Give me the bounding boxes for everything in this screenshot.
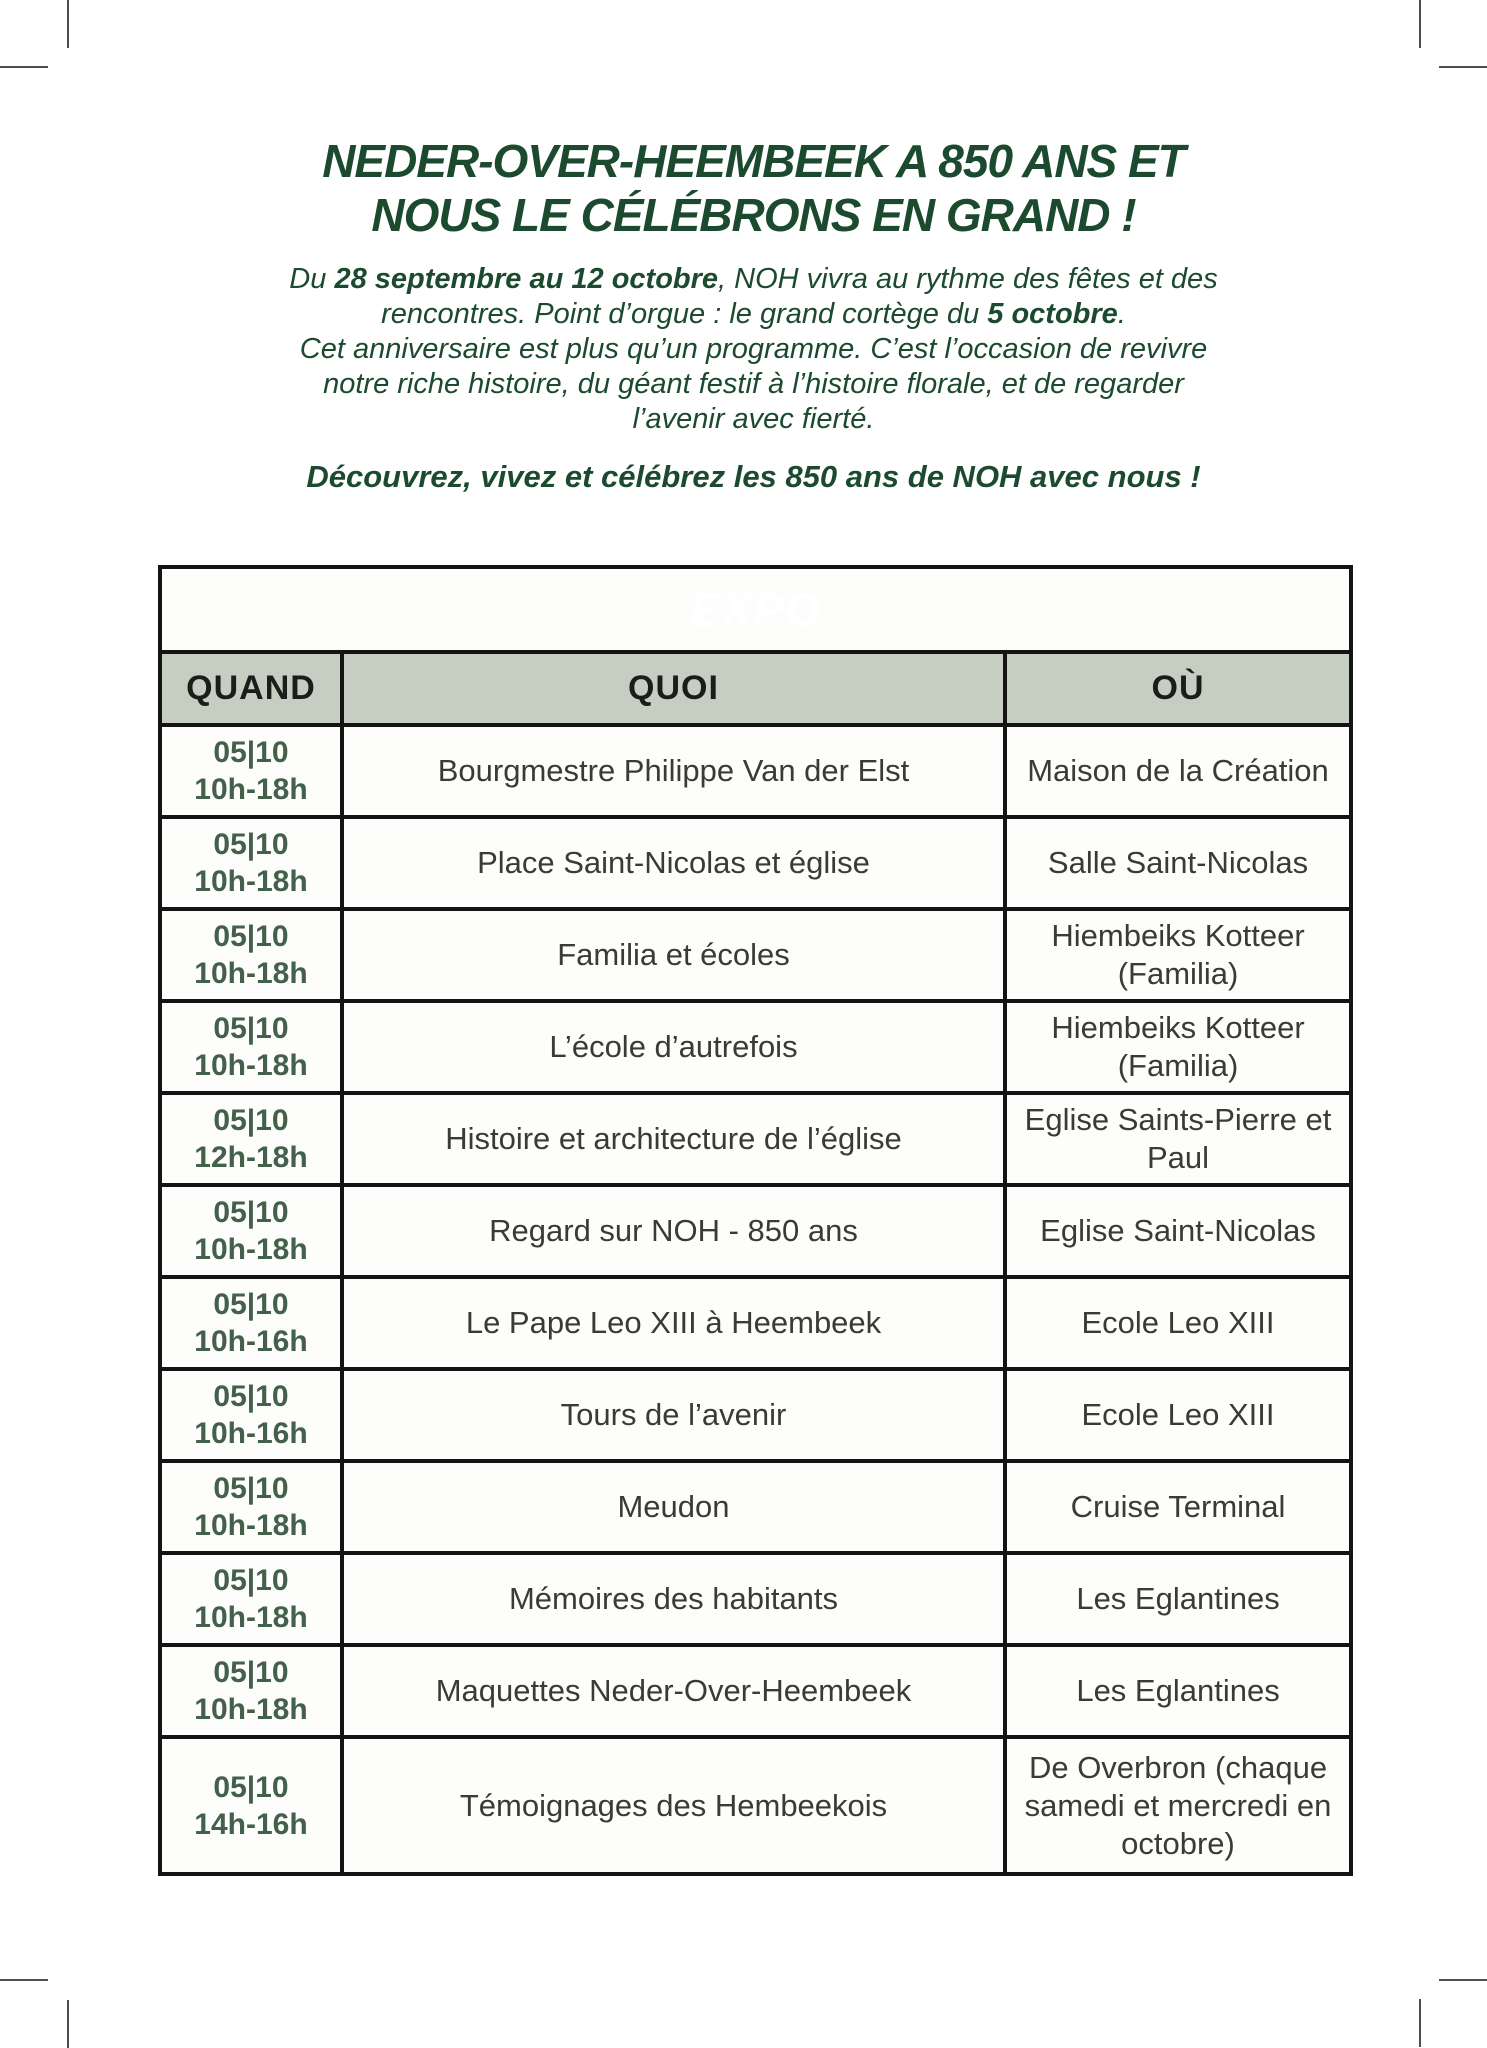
cell-quand [160,1369,342,1461]
event-time: 10h-18h [194,865,308,898]
table-row [160,817,1351,909]
table-row [160,1369,1351,1461]
event-date: 05|10 [213,1380,289,1413]
event-date: 05|10 [213,1472,289,1505]
intro-text: rencontres. Point d’orgue : le grand cortège du [381,298,988,330]
table-row [160,1093,1351,1185]
event-time: 10h-18h [194,1601,308,1634]
crop-mark-top-left-horizontal [0,66,48,68]
cell-quoi: Histoire et architecture de l’église [342,1093,1005,1185]
column-header-quoi: QUOI [342,652,1005,725]
table-row [160,1001,1351,1093]
table-header-row [160,652,1351,725]
expo-table [158,565,1353,1876]
event-date: 05|10 [213,1196,289,1229]
table-row [160,1553,1351,1645]
cell-quand [160,1093,342,1185]
event-date: 05|10 [213,736,289,769]
table-row [160,1185,1351,1277]
event-time: 10h-18h [194,1233,308,1266]
table-row [160,1645,1351,1737]
event-time: 10h-18h [194,957,308,990]
crop-mark-bottom-left-vertical [67,2000,69,2048]
cell-quand [160,1277,342,1369]
column-header-quand: QUAND [160,652,342,725]
cell-quand [160,1001,342,1093]
cell-quoi: Le Pape Leo XIII à Heembeek [342,1277,1005,1369]
table-row [160,1737,1351,1874]
crop-mark-bottom-left-horizontal [0,1979,48,1981]
cell-ou: Hiembeiks Kotteer (Familia) [1005,1001,1351,1093]
event-time: 14h-16h [194,1807,308,1841]
event-time: 12h-18h [194,1141,308,1174]
event-date: 05|10 [213,920,289,953]
table-row [160,725,1351,817]
crop-mark-top-left-vertical [67,0,69,48]
event-date: 05|10 [213,828,289,861]
page-title-line2: NOUS LE CÉLÉBRONS EN GRAND ! [371,189,1136,241]
cell-ou: Ecole Leo XIII [1005,1277,1351,1369]
cell-quoi: Place Saint-Nicolas et église [342,817,1005,909]
cell-quoi: Maquettes Neder-Over-Heembeek [342,1645,1005,1737]
event-time: 10h-16h [194,1417,308,1450]
expo-banner-title: EXPO [160,567,1351,652]
expo-banner-row [160,567,1351,652]
cell-ou: Salle Saint-Nicolas [1005,817,1351,909]
event-time: 10h-18h [194,1693,308,1726]
intro-line-4: notre riche histoire, du géant festif à l’histoire florale, et de regarder [323,368,1184,400]
cell-quoi: Bourgmestre Philippe Van der Elst [342,725,1005,817]
cell-ou: Ecole Leo XIII [1005,1369,1351,1461]
cell-quand [160,817,342,909]
event-time: 10h-18h [194,1509,308,1542]
cell-ou: Eglise Saints-Pierre et Paul [1005,1093,1351,1185]
column-header-ou: OÙ [1005,652,1351,725]
event-date: 05|10 [213,1770,289,1804]
event-time: 10h-18h [194,1049,308,1082]
event-date: 05|10 [213,1288,289,1321]
crop-mark-bottom-right-vertical [1419,1999,1421,2047]
cell-quoi: Regard sur NOH - 850 ans [342,1185,1005,1277]
cell-quoi: Mémoires des habitants [342,1553,1005,1645]
cell-quoi: L’école d’autrefois [342,1001,1005,1093]
cell-quand [160,1645,342,1737]
intro-paragraph [158,262,1349,437]
intro-bold-dates: 28 septembre au 12 octobre [334,263,719,295]
crop-mark-top-right-horizontal [1439,66,1487,68]
intro-line-3: Cet anniversaire est plus qu’un programme. C’est l’occasion de revivre [299,333,1208,365]
intro-text: Du [289,263,335,295]
cell-ou: Hiembeiks Kotteer (Familia) [1005,909,1351,1001]
event-date: 05|10 [213,1012,289,1045]
page-content [158,0,1349,1876]
cell-quoi: Meudon [342,1461,1005,1553]
cell-ou: Maison de la Création [1005,725,1351,817]
cell-ou: Eglise Saint-Nicolas [1005,1185,1351,1277]
cell-ou: Les Eglantines [1005,1553,1351,1645]
event-time: 10h-18h [194,773,308,806]
intro-line-5: l’avenir avec fierté. [632,403,875,435]
crop-mark-top-right-vertical [1419,0,1421,48]
intro-text: . [1117,298,1126,330]
cell-quand [160,1737,342,1874]
event-time: 10h-16h [194,1325,308,1358]
cell-ou: Cruise Terminal [1005,1461,1351,1553]
cell-ou: De Overbron (chaque samedi et mercredi en octobre) [1005,1737,1351,1874]
cell-quand [160,909,342,1001]
cell-quoi: Familia et écoles [342,909,1005,1001]
event-date: 05|10 [213,1104,289,1137]
cell-quand [160,1553,342,1645]
intro-text: , NOH vivra au rythme des fêtes et des [718,263,1218,295]
cell-ou: Les Eglantines [1005,1645,1351,1737]
intro-bold-date: 5 octobre [987,298,1118,330]
cell-quoi: Tours de l’avenir [342,1369,1005,1461]
cell-quand [160,1185,342,1277]
cell-quoi: Témoignages des Hembeekois [342,1737,1005,1874]
page-title [158,134,1349,242]
table-row [160,909,1351,1001]
intro-line-1 [158,262,1349,297]
page-title-line1: NEDER-OVER-HEEMBEEK A 850 ANS ET [322,135,1185,187]
table-row [160,1461,1351,1553]
cell-quand [160,725,342,817]
crop-mark-bottom-right-horizontal [1439,1979,1487,1981]
event-date: 05|10 [213,1656,289,1689]
intro-line-2 [158,297,1349,332]
table-row [160,1277,1351,1369]
call-to-action: Découvrez, vivez et célébrez les 850 ans de NOH avec nous ! [306,459,1201,494]
cell-quand [160,1461,342,1553]
event-date: 05|10 [213,1564,289,1597]
